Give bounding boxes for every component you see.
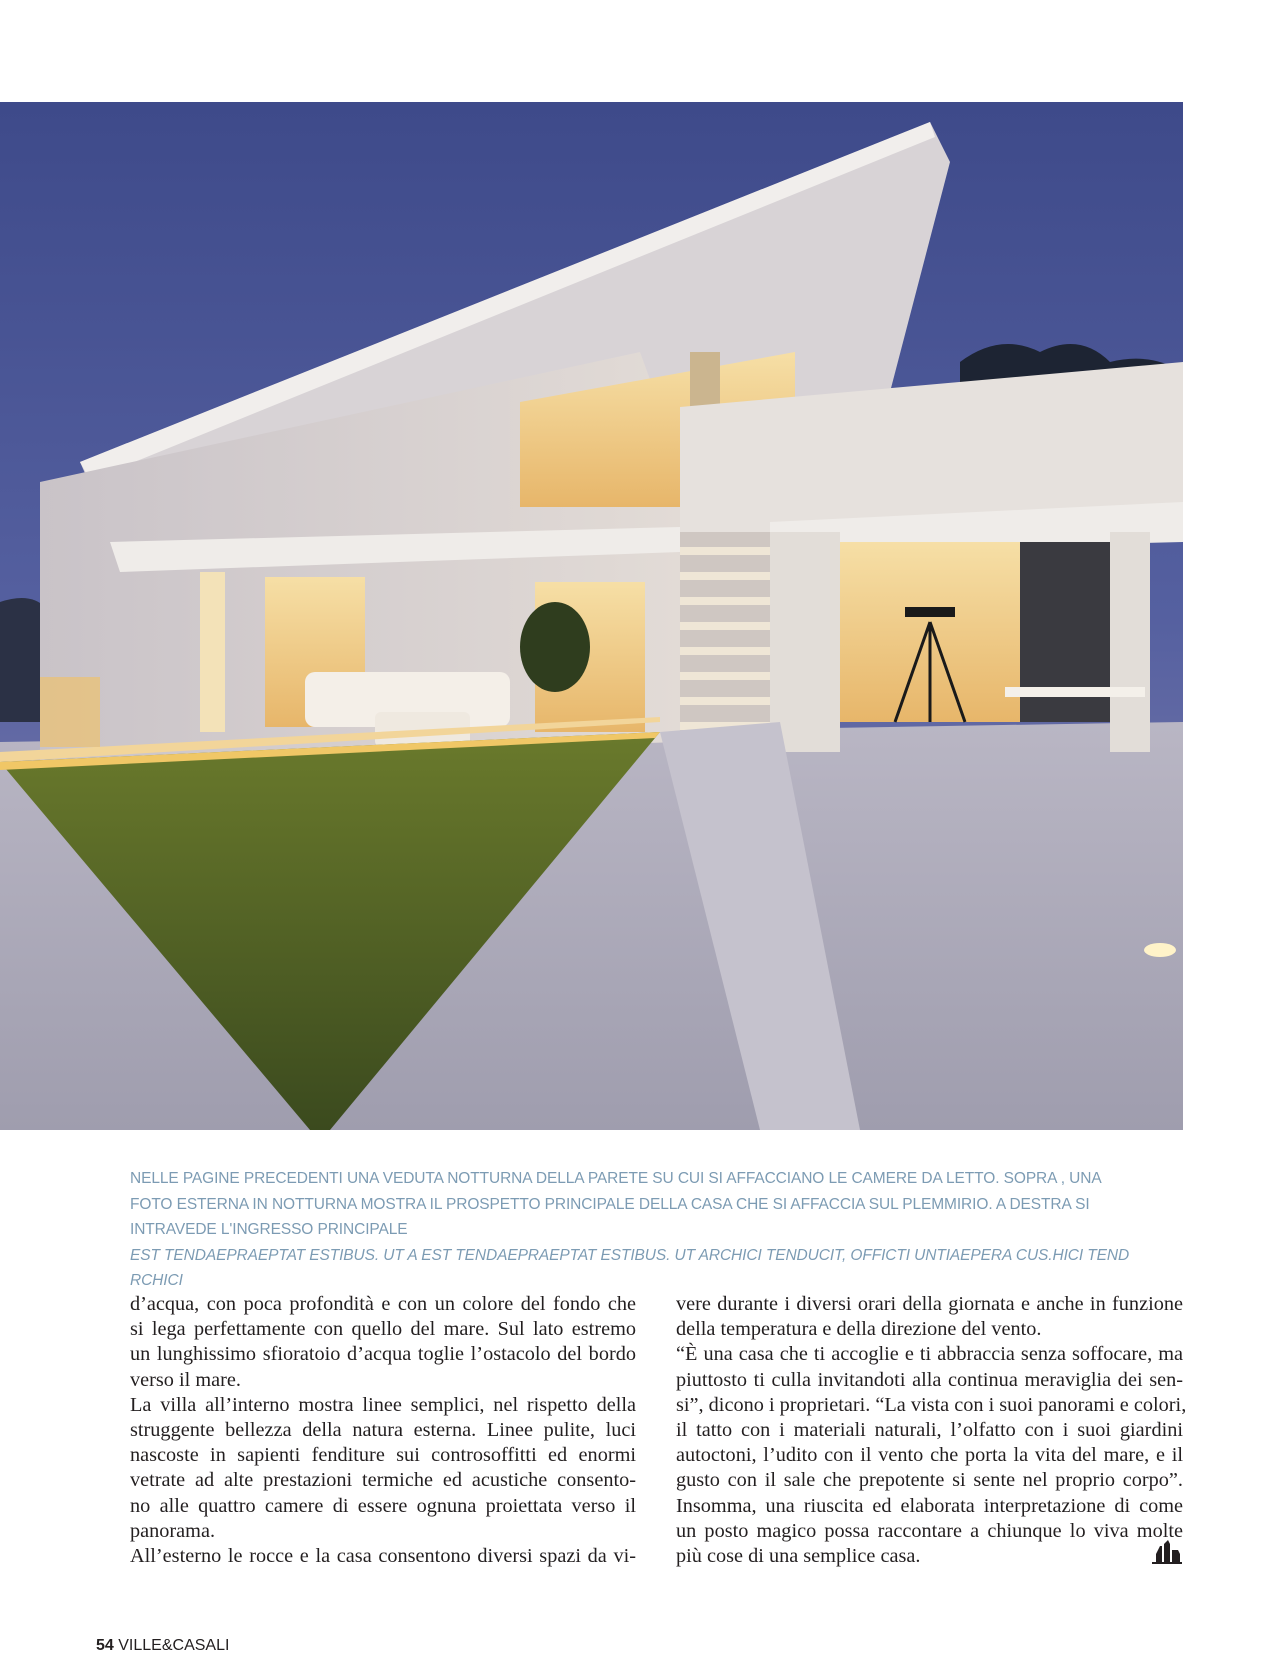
text-line: più cose di una semplice casa. xyxy=(676,1545,921,1568)
text-line: La villa all’interno mostra linee semplici, nel rispetto della xyxy=(130,1393,636,1416)
magazine-name: VILLE&CASALI xyxy=(118,1637,230,1654)
caption-italic-text: EST TENDAEPRAEPTAT ESTIBUS. UT A EST TENDAEPRAEPTAT ESTIBUS. UT ARCHICI TENDUCIT, OFFICTI UNTIAEPERA CUS.HICI TEND RCHICI xyxy=(130,1246,1130,1289)
caption-main-text: NELLE PAGINE PRECEDENTI UNA VEDUTA NOTTURNA DELLA PARETE SU CUI SI AFFACCIANO LE CAMERE DA LETTO. SOPRA , UNA FOTO ESTERNA IN NOTTURNA MOSTRA IL PROSPETTO PRINCIPALE DELLA CASA CHE SI AFFACCIA SUL PLEMMIRIO. A DESTRA SI INTRAVEDE L'INGRESSO PRINCIPALE xyxy=(130,1170,1101,1238)
text-line: un lunghissimo sfioratoio d’acqua toglie l’ostacolo del bordo xyxy=(130,1343,636,1366)
article-right-column xyxy=(676,1292,1187,1569)
text-line: verso il mare. xyxy=(130,1368,241,1391)
text-line: panorama. xyxy=(130,1519,216,1542)
text-line: All’esterno le rocce e la casa consentono diversi spazi da vi- xyxy=(130,1545,636,1568)
text-line: gusto con il sale che prepotente si sente nel proprio corpo”. xyxy=(676,1469,1183,1492)
photo-caption xyxy=(130,1166,1140,1294)
villa-illustration xyxy=(0,102,1183,1130)
article-left-column xyxy=(130,1292,636,1569)
house-end-mark-icon xyxy=(1150,1540,1184,1566)
text-line: vere durante i diversi orari della giornata e anche in funzione xyxy=(676,1293,1183,1315)
text-line: nascoste in sapienti fenditure sui controsoffitti ed enormi xyxy=(130,1444,636,1467)
page-footer xyxy=(96,1637,229,1654)
text-line: il tatto con i materiali naturali, l’olfatto con i suoi giardini xyxy=(676,1419,1183,1442)
text-line: piuttosto ti culla invitandoti alla continua meraviglia dei sen- xyxy=(676,1368,1183,1391)
text-line: autoctoni, l’udito con il vento che porta la vita del mare, e il xyxy=(676,1444,1183,1467)
text-line: un posto magico possa raccontare a chiunque lo viva molte xyxy=(676,1519,1183,1542)
text-line: d’acqua, con poca profondità e con un colore del fondo che xyxy=(130,1293,636,1315)
page-number: 54 xyxy=(96,1637,114,1654)
text-line: vetrate ad alte prestazioni termiche ed acustiche consento- xyxy=(130,1469,636,1492)
text-line: della temperatura e della direzione del vento. xyxy=(676,1318,1042,1341)
text-line: si”, dicono i proprietari. “La vista con i suoi panorami e colori, xyxy=(676,1393,1187,1416)
text-line: “È una casa che ti accoglie e ti abbraccia senza soffocare, ma xyxy=(676,1343,1183,1366)
villa-night-photo xyxy=(0,102,1183,1130)
text-line: Insomma, una riuscita ed elaborata interpretazione di come xyxy=(676,1494,1183,1517)
text-line: no alle quattro camere di essere ognuna proiettata verso il xyxy=(130,1494,636,1517)
text-line: struggente bellezza della natura esterna. Linee pulite, luci xyxy=(130,1419,636,1442)
text-line: si lega perfettamente con quello del mare. Sul lato estremo xyxy=(130,1318,636,1341)
